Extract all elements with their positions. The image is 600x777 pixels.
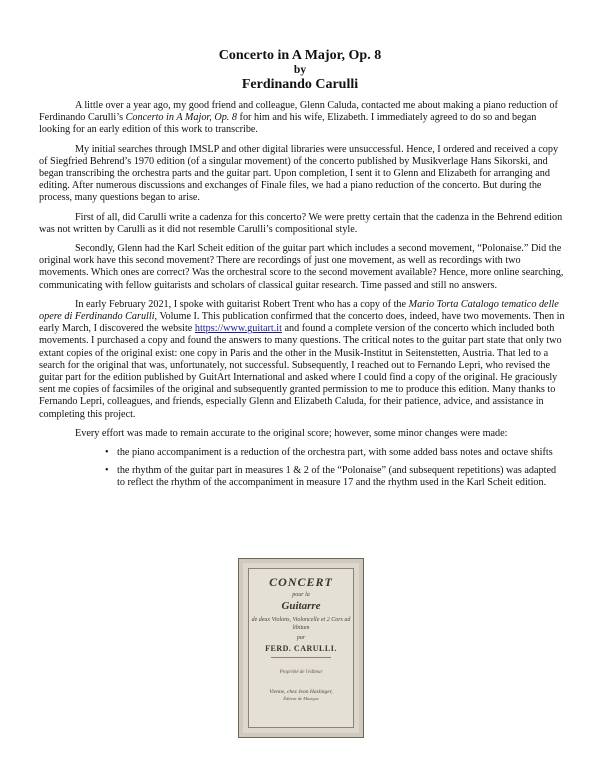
bullet-icon: • (105, 447, 109, 459)
bullet-icon: • (105, 465, 109, 477)
catalog-title: Mario Torta Catalogo tematico delle opere di Ferdinando Carulli (39, 298, 559, 323)
author-name: Ferdinando Carulli (241, 77, 359, 92)
document-body (39, 100, 565, 496)
document-title: Concerto in A Major, Op. 8 (218, 48, 382, 63)
paragraph-6: Every effort was made to remain accurate to the original score; however, some minor changes were made: (75, 427, 508, 439)
cover-composer: FERD. CARULLI. (265, 644, 337, 653)
cover-heading: CONCERT (269, 575, 333, 589)
list-item: • the rhythm of the guitar part in measures 1 & 2 of the “Polonaise” (and subsequent repetitions) was adapted to reflect the rhythm of the accompaniment in measure 17 and the rhythm used in the Karl Scheit edition. (105, 465, 557, 489)
paragraph-5: In early February 2021, I spoke with guitarist Robert Trent who has a copy of the Mario Torta Catalogo tematico delle opere di Ferdinando Carulli, Volume I. This publication confirmed that the concerto does, indeed, have two movements. Then in early March, I discovered the website https://www.guitart.it and found a complete version of the concerto which included both movements. I purchased a copy and found the answers to many questions. The critical notes to the guitar part state that only two extant copies of the original exist: one copy in Paris and the other in the Musik-Institut in Seitenstetten, Austria. That led to a search for the original that was, unfortunately, not successful. Subsequently, I reached out to Fernando Lepri, who revised the guitar part for the edition published by GuitArt International and asked where I could find a copy of the original. He graciously sent me copies of facsimiles of the original and subsequently granted permission to me to produce this edition. Many thanks to Fernando Lepri, colleagues, and friends, especially Glenn and Elizabeth Caluda, for their patience, advice, and assistance in completing this project. (39, 298, 565, 420)
list-item: • the piano accompaniment is a reduction of the orchestra part, with some added bass notes and octave shifts (105, 447, 553, 459)
paragraph-2: My initial searches through IMSLP and other digital libraries were unsuccessful. Hence, I ordered and received a copy of Siegfried Behrend’s 1970 edition (of a singular movement) of the concerto published by Musikverlage Hans Sikorski, and began transcribing the orchestra parts and the guitar part. Upon completion, I sent it to Glenn and Elizabeth for arranging and editing. After numerous discussions and exchanges of Finale files, we had a piano reduction of the concerto. But during the process, many questions began to arise. (39, 143, 559, 204)
divider (271, 657, 331, 658)
paragraph-1: A little over a year ago, my good friend and colleague, Glenn Caluda, contacted me about making a piano reduction of Ferdinando Carulli’s Concerto in A Major, Op. 8 for him and his wife, Elizabeth. I immediately agreed to do so and began looking for an early edition of this work to transcribe. (39, 100, 558, 136)
title-page-facsimile-image: CONCERT pour la Guitarre de deux Violons, Violoncelle et 2 Cors ad libitum par FERD. CARULLI. Propriété de l'éditeur Vienne, chez Jean Haslinger, Éditeur de Musique (238, 558, 364, 738)
changes-list (39, 447, 565, 490)
title-block (0, 0, 600, 93)
paragraph-3: First of all, did Carulli write a cadenza for this concerto? We were pretty certain that the cadenza in the Behrend edition was not written by Carulli as it did not resemble Carulli’s compositional style. (39, 211, 563, 235)
guitart-link[interactable]: https://www.guitart.it (194, 323, 282, 335)
work-title: Concerto in A Major, Op. 8 (125, 112, 237, 124)
paragraph-4: Secondly, Glenn had the Karl Scheit edition of the guitar part which includes a second movement, “Polonaise.” Did the original work have this second movement? There are recordings of just one movement, as well as recordings with two movements. Which ones are correct? Was the orchestral score to the second movement available? Hence, more online searching, communicating with fellow guitarists and scholars of classical guitar research. Time passed and still no answers. (39, 243, 564, 291)
byline: by (293, 64, 307, 76)
